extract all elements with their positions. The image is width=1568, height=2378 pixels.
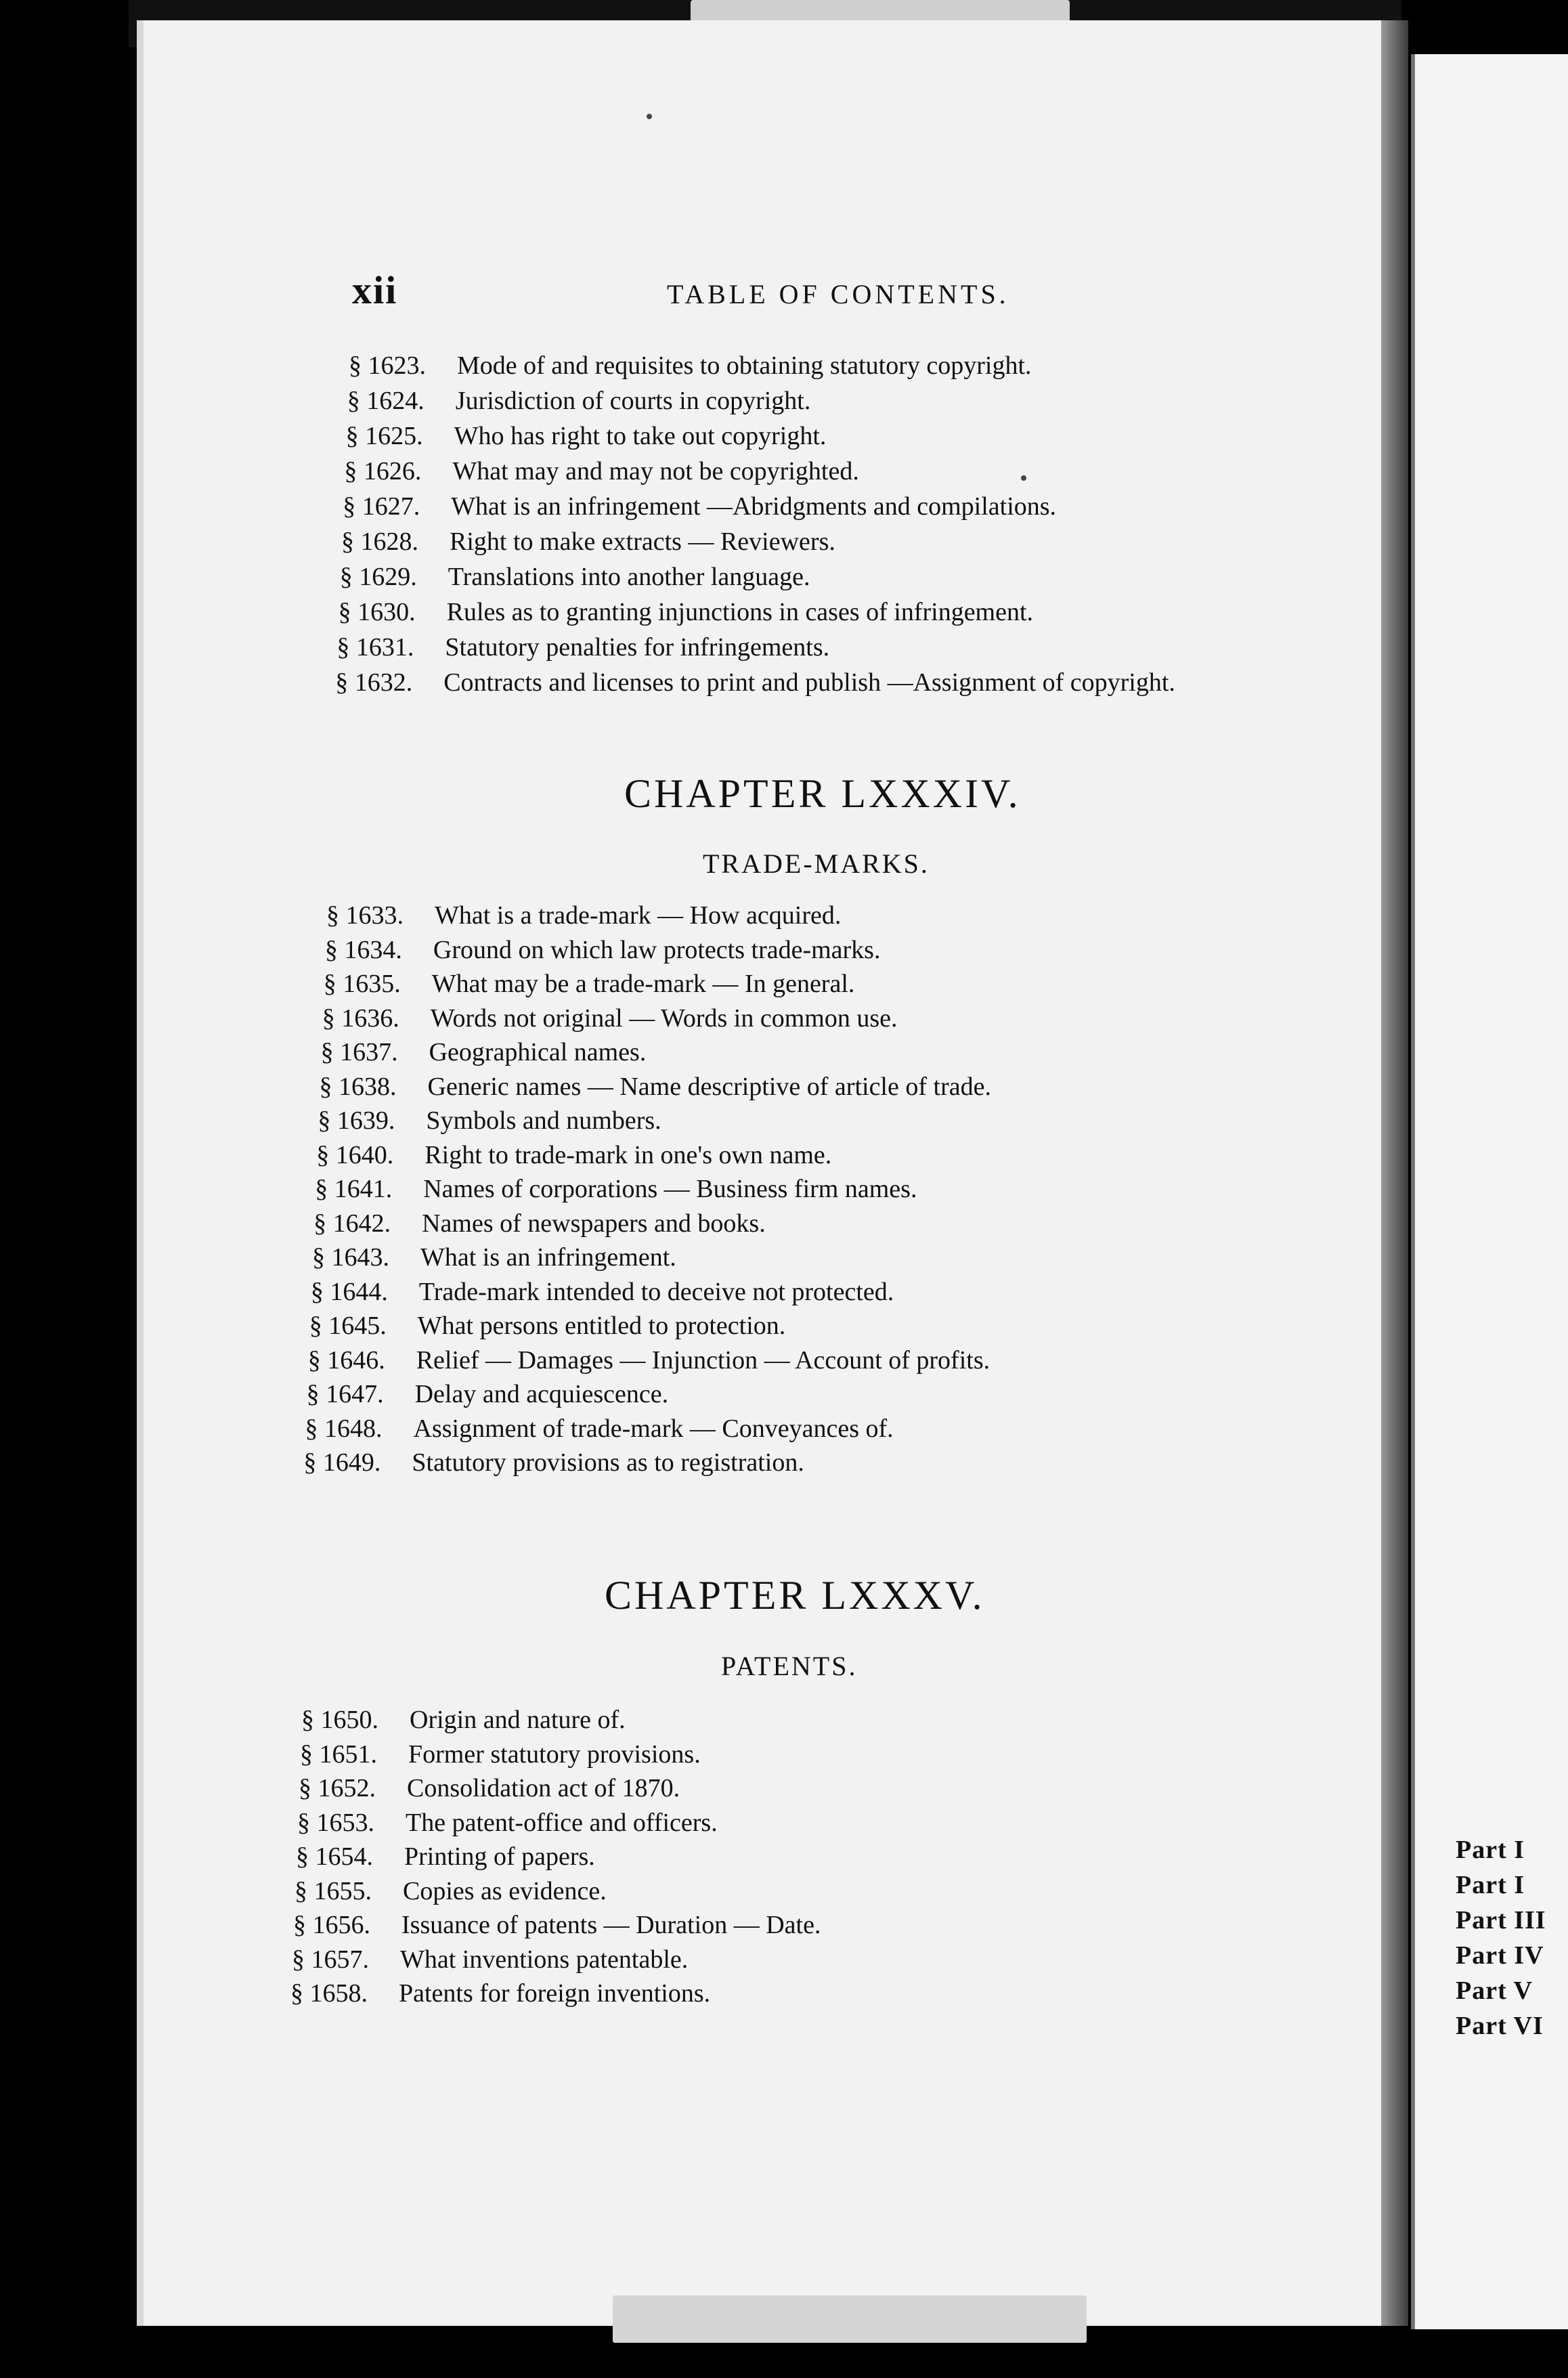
section-number: § 1648.: [305, 1414, 383, 1443]
page-header: [339, 267, 1354, 322]
section-title: What may be a trade-mark — In general.: [431, 970, 855, 998]
section-title: Rules as to granting injunctions in cases of infringement.: [446, 598, 1034, 626]
section-title: What inventions patentable.: [400, 1945, 689, 1974]
section-number: § 1652.: [299, 1774, 376, 1802]
section-number: § 1628.: [341, 527, 418, 556]
section-title: Names of corporations — Business firm names.: [423, 1175, 917, 1203]
section-number: § 1638.: [319, 1072, 397, 1101]
section-title: Trade-mark intended to deceive not protected.: [418, 1277, 894, 1306]
section-title: Words not original — Words in common use.: [430, 1003, 898, 1033]
section-title: Translations into another language.: [448, 563, 810, 591]
section-number: § 1653.: [297, 1808, 374, 1837]
section-number: § 1629.: [339, 563, 417, 591]
section-number: § 1646.: [307, 1345, 385, 1375]
scanner-clip-bottom: [613, 2295, 1087, 2343]
section-number: § 1627.: [343, 492, 420, 521]
section-title: What may and may not be copyrighted.: [452, 457, 859, 485]
section-title: Mode of and requisites to obtaining statutory copyright.: [457, 351, 1032, 380]
section-number: § 1632.: [335, 668, 413, 697]
section-number: § 1649.: [303, 1448, 381, 1477]
section-title: Statutory penalties for infringements.: [445, 633, 830, 662]
section-title: What is a trade-mark — How acquired.: [435, 901, 842, 930]
section-title: Statutory provisions as to registration.: [412, 1448, 804, 1477]
section-number: § 1643.: [312, 1243, 389, 1272]
section-title: Contracts and licenses to print and publish —Assignment of copyright.: [443, 668, 1175, 697]
section-title: Right to make extracts — Reviewers.: [450, 527, 835, 556]
section-title: Right to trade-mark in one's own name.: [424, 1140, 832, 1169]
section-title: What is an infringement —Abridgments and compilations.: [451, 492, 1057, 521]
section-number: § 1658.: [290, 1979, 368, 2008]
adjacent-part-label: Part I: [1456, 1836, 1525, 1864]
section-title: Assignment of trade-mark — Conveyances of.: [413, 1414, 894, 1443]
section-number: § 1624.: [347, 387, 424, 415]
section-number: § 1645.: [309, 1312, 387, 1340]
section-title: Generic names — Name descriptive of article of trade.: [427, 1072, 991, 1101]
section-number: § 1650.: [301, 1706, 378, 1734]
section-number: § 1623.: [349, 351, 426, 380]
section-title: Who has right to take out copyright.: [454, 422, 827, 450]
section-title: The patent-office and officers.: [406, 1808, 718, 1837]
section-title: Former statutory provisions.: [408, 1739, 701, 1769]
section-number: § 1635.: [323, 970, 401, 998]
section-number: § 1640.: [316, 1140, 394, 1169]
section-title: Issuance of patents — Duration — Date.: [401, 1911, 821, 1939]
section-title: Jurisdiction of courts in copyright.: [455, 387, 811, 415]
section-title: What is an infringement.: [420, 1243, 676, 1272]
section-title: Origin and nature of.: [410, 1706, 626, 1734]
section-title: Relief — Damages — Injunction — Account of profits.: [416, 1345, 990, 1375]
section-number: § 1631.: [336, 633, 414, 662]
section-number: § 1657.: [292, 1945, 369, 1974]
section-title: Printing of papers.: [404, 1842, 595, 1871]
section-number: § 1655.: [295, 1876, 372, 1905]
running-title: TABLE OF CONTENTS.: [667, 279, 1009, 309]
section-number: § 1647.: [306, 1380, 384, 1408]
section-title: Names of newspapers and books.: [422, 1209, 766, 1238]
adjacent-part-label: Part VI: [1456, 2012, 1544, 2040]
adjacent-part-label: Part I: [1456, 1871, 1525, 1899]
adjacent-part-label: Part III: [1456, 1906, 1546, 1934]
adjacent-part-label: Part IV: [1456, 1941, 1544, 1970]
section-number: § 1642.: [313, 1209, 391, 1238]
section-number: § 1639.: [318, 1106, 395, 1135]
section-title: Geographical names.: [429, 1038, 647, 1066]
section-number: § 1636.: [322, 1003, 399, 1033]
section-number: § 1644.: [310, 1277, 388, 1306]
chapter-heading-lxxxiv: CHAPTER LXXXIV.: [624, 771, 1021, 816]
chapter-subject-patents: PATENTS.: [721, 1651, 858, 1681]
section-title: Patents for foreign inventions.: [399, 1979, 711, 2008]
section-number: § 1654.: [296, 1842, 373, 1871]
section-number: § 1626.: [344, 457, 422, 485]
adjacent-part-label: Part V: [1456, 1976, 1533, 2005]
page-number: xii: [352, 268, 398, 312]
section-number: § 1630.: [338, 598, 416, 626]
section-number: § 1656.: [293, 1911, 370, 1939]
dust-speck: [647, 114, 652, 119]
chapter-heading-lxxxv: CHAPTER LXXXV.: [605, 1573, 985, 1618]
section-number: § 1637.: [320, 1038, 398, 1066]
section-title: Copies as evidence.: [403, 1876, 607, 1905]
dust-speck: [1021, 475, 1026, 481]
section-title: Symbols and numbers.: [426, 1106, 661, 1135]
section-number: § 1625.: [345, 422, 423, 450]
section-title: Ground on which law protects trade-marks.: [433, 935, 881, 964]
section-title: What persons entitled to protection.: [417, 1312, 786, 1340]
page-gutter-shadow: [1381, 20, 1408, 2326]
section-number: § 1634.: [324, 935, 402, 964]
section-title: Consolidation act of 1870.: [407, 1774, 680, 1802]
section-number: § 1641.: [315, 1175, 393, 1203]
section-number: § 1633.: [326, 901, 404, 930]
section-title: Delay and acquiescence.: [414, 1380, 669, 1408]
section-number: § 1651.: [300, 1739, 377, 1769]
chapter-subject-trademarks: TRADE-MARKS.: [703, 848, 930, 879]
